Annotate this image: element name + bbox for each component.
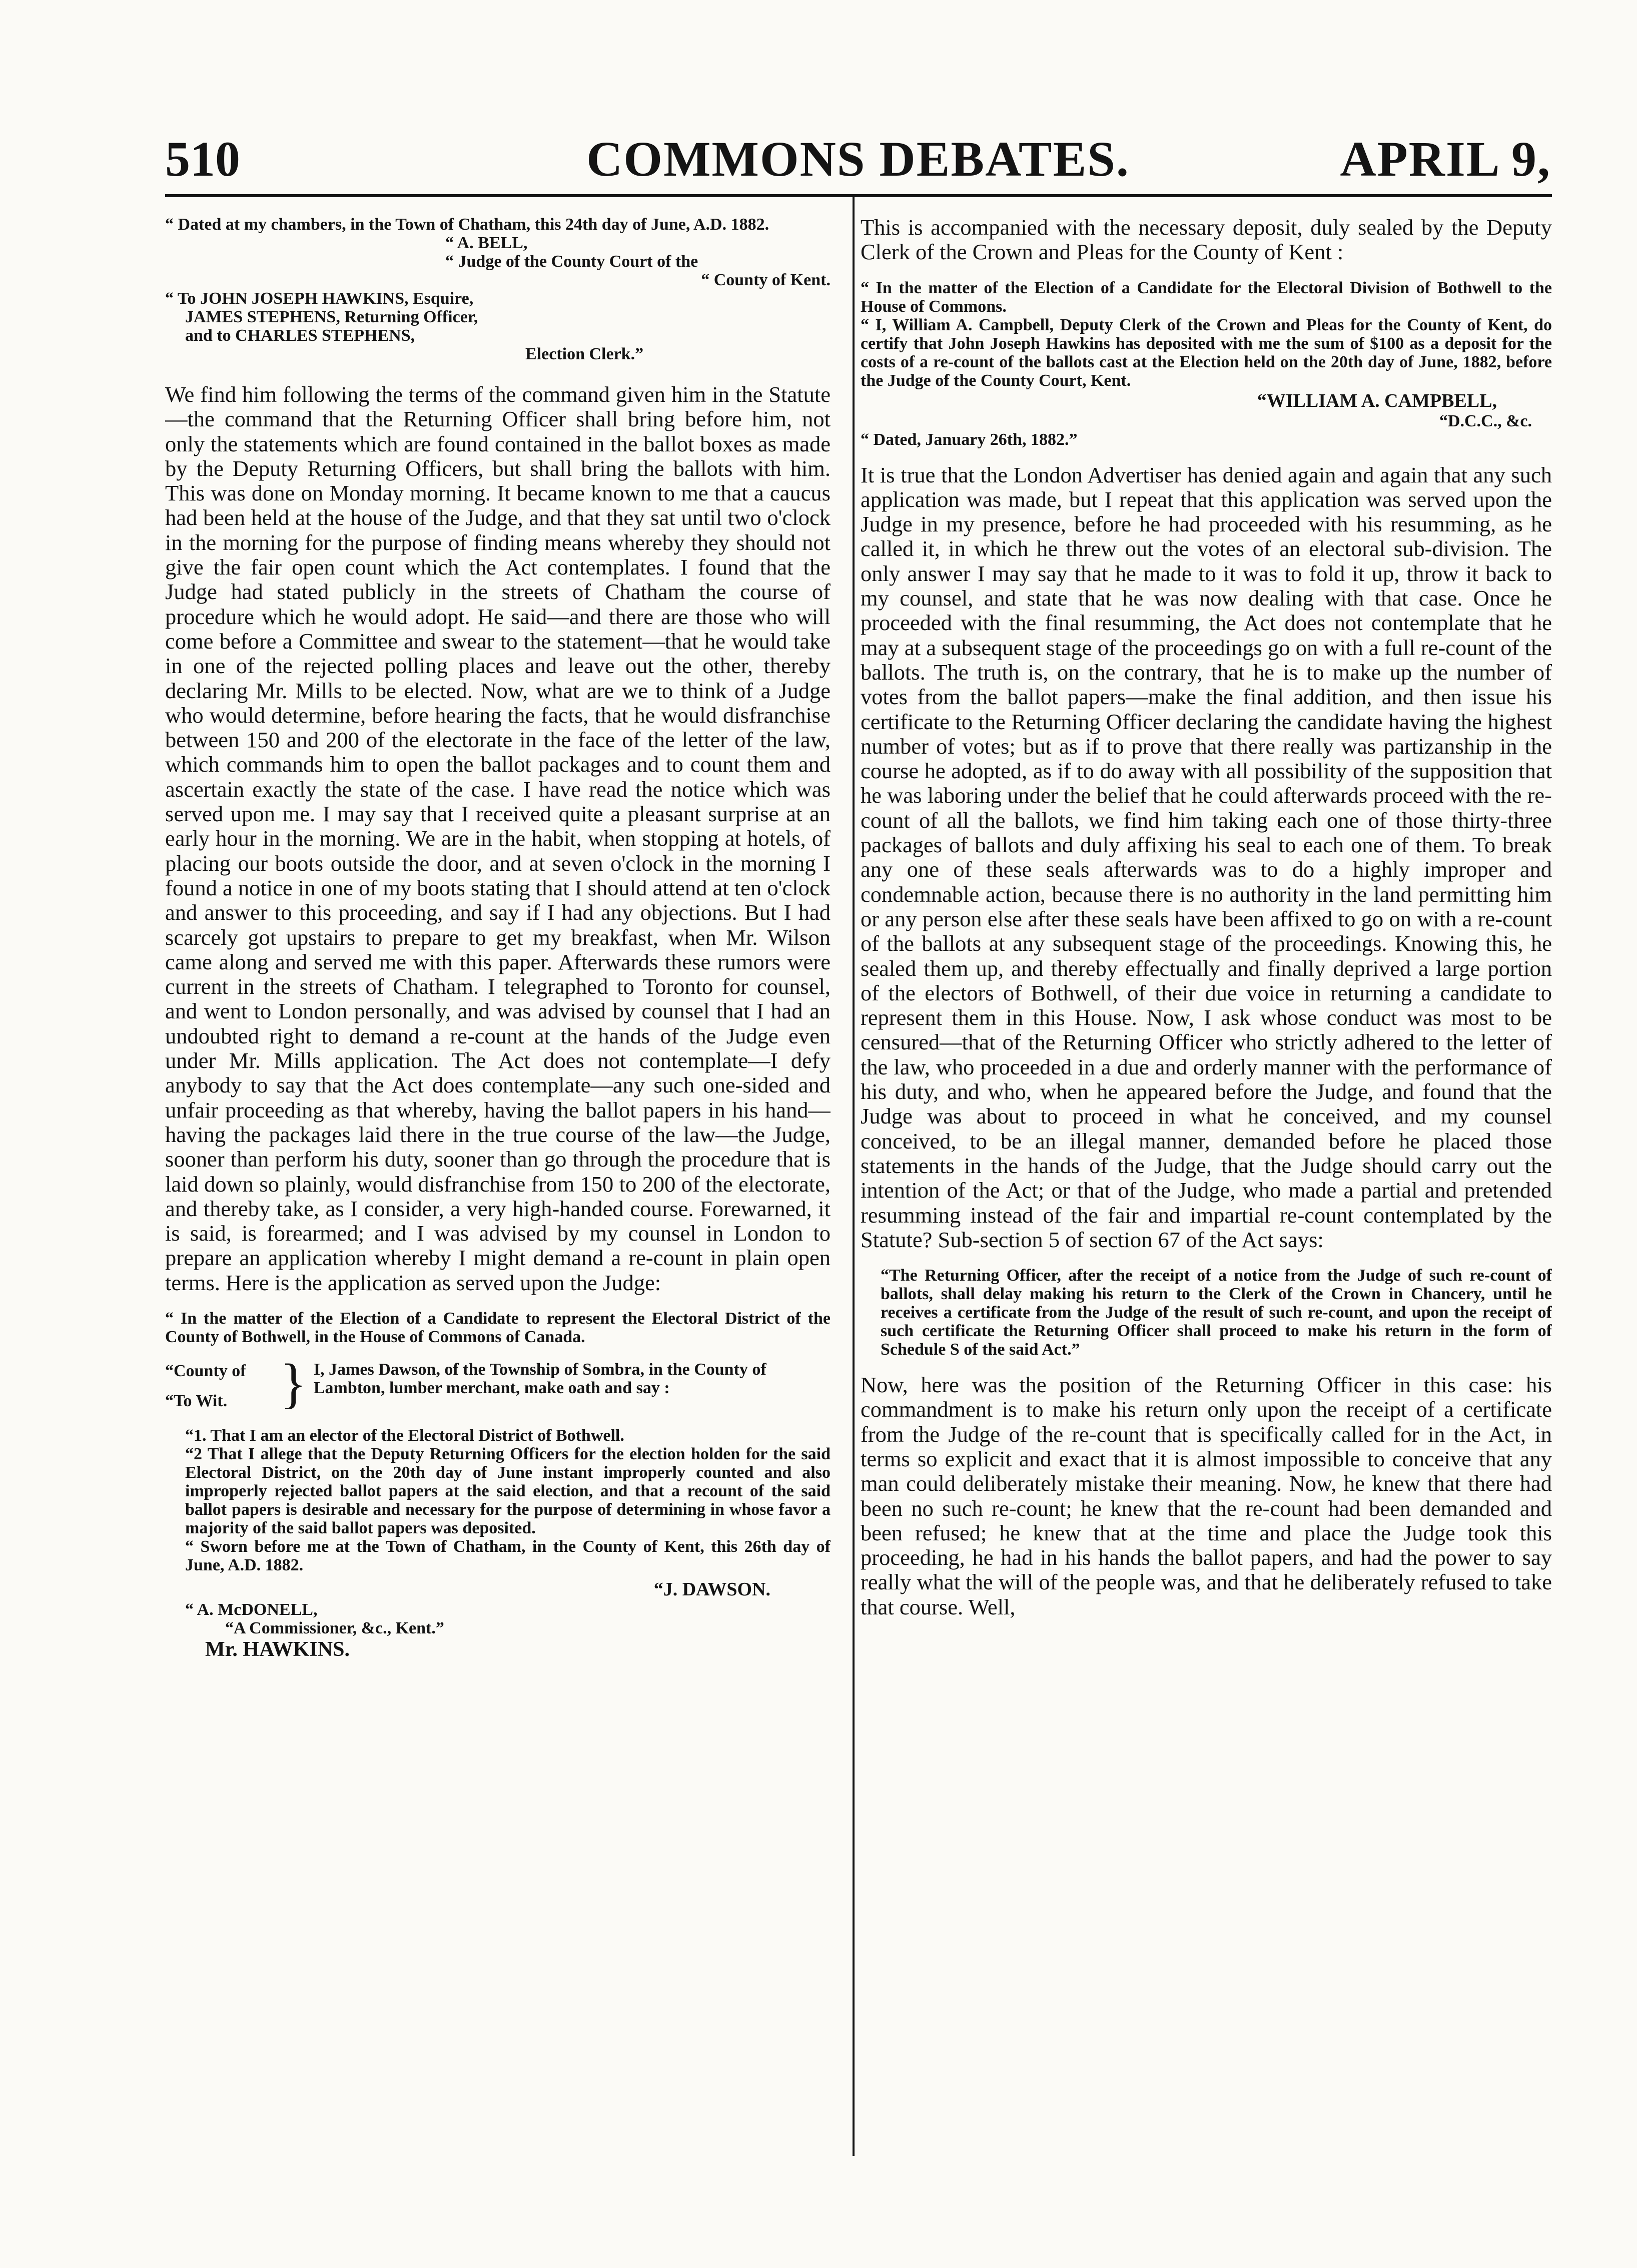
dated-chambers: “ Dated at my chambers, in the Town of Chatham, this 24th day of June, A.D. 1882. (165, 215, 769, 234)
position-paragraph: Now, here was the position of the Returning Officer in this case: his commandment is to make his return only upon the receipt of a certificate from the Judge of the re-count that is specifically called for in the Act, in terms so explicit and exact that it is almost impossible to conceive that any man could deliberately mistake their meaning. Now, he knew that there had been no such re-count; he knew that the re-count had been demanded and been refused; he knew that at the time and place the Judge took this proceeding, he had in his hands the ballot papers, and had the power to say really what the will of the people was, and that he deliberately refused to take that course. Well, (861, 1372, 1552, 1619)
addressee-stephens: JAMES STEPHENS, Returning Officer, (185, 308, 478, 326)
affidavit-item-1: “1. That I am an elector of the Electoral District of Bothwell. (185, 1426, 624, 1445)
addressee-charles: and to CHARLES STEPHENS, (185, 326, 415, 345)
sworn-statement: “ Sworn before me at the Town of Chatham, in the County of Kent, this 26th day of June, A.D. 1882. (185, 1537, 831, 1574)
statute-quote: “The Returning Officer, after the receipt of a notice from the Judge of such re-count of ballots, shall delay making his return to the Clerk of the Crown in Chancery, until he receives a certificate from the Judge of the result of such re-count, and upon the receipt of such certificate the Returning Officer shall proceed to make his return in the form of Schedule S of the said Act.” (881, 1266, 1552, 1359)
right-column (861, 215, 1552, 2167)
page-number: 510 (165, 131, 240, 187)
signature-judge: “ Judge of the County Court of the (445, 252, 698, 271)
campbell-certificate: “ I, William A. Campbell, Deputy Clerk of the Crown and Pleas for the County of Kent, do certify that John Joseph Hawkins has deposited with me the sum of $100 as a deposit for the costs of a re-count of the ballots cast at the Election held on the 20th day of June, 1882, before the Judge of the County Court, Kent. (861, 315, 1552, 390)
commissioner-line: “A Commissioner, &c., Kent.” (225, 1618, 444, 1637)
dated-january: “ Dated, January 26th, 1882.” (861, 430, 1078, 449)
header-date: APRIL 9, (1340, 131, 1551, 187)
signature-mcdonell: “ A. McDONELL, (185, 1600, 318, 1619)
signature-dcc: “D.C.C., &c. (1439, 411, 1532, 430)
speech-paragraph: We find him following the terms of the command given him in the Statute—the command that the Returning Officer shall bring before him, not only the statements which are found contained in the ballot boxes as made by the Deputy Returning Officers, but shall bring the ballots with him. This was done on Monday morning. It became known to me that a caucus had been held at the house of the Judge, and that they sat until two o'clock in the morning for the purpose of finding means whereby they should not give the fair open count which the Act contemplates. I found that the Judge had stated publicly in the streets of Chatham the course of procedure which he would adopt. He said—and there are those who will come before a Committee and swear to the statement—that he would take in one of the rejected polling places and leave out the other, thereby declaring Mr. Mills to be elected. Now, what are we to think of a Judge who would determine, before hearing the facts, that he would disfranchise between 150 and 200 of the electorate in the face of the letter of the law, which commands him to open the ballot packages and to count them and ascertain exactly the state of the case. I have read the notice which was served upon me. I may say that I received quite a pleasant surprise at an early hour in the morning. We are in the habit, when stopping at hotels, of placing our boots outside the door, and at seven o'clock in the morning I found a notice in one of my boots stating that I should attend at ten o'clock and answer to this proceeding, and say if I had any objections. But I had scarcely got upstairs to prepare to get my breakfast, when Mr. Wilson came along and served me with this paper. Afterwards these rumors were current in the streets of Chatham. I telegraphed to Toronto for counsel, and went to London personally, and was advised by counsel that I had an undoubted right to demand a re-count at the hands of the Judge even under Mr. Mills application. The Act does not contemplate—I defy anybody to say that the Act does contemplate—any such one-sided and unfair proceeding as that whereby, having the ballot papers in his hand—having the packages laid there in the true course of the law—the Judge, sooner than perform his duty, sooner than go through the procedure that is laid down so plainly, would disfranchise from 150 to 200 of the electorate, and thereby take, as I consider, a very high-handed course. Forewarned, it is said, is forearmed; and I was advised by my counsel in London to prepare an application whereby I might demand a re-count in plain open terms. Here is the application as served upon the Judge: (165, 382, 831, 1295)
signature-campbell: “WILLIAM A. CAMPBELL, (1257, 390, 1497, 411)
dawson-oath: I, James Dawson, of the Township of Sombra, in the County of Lambton, lumber merchant, make oath and say : (313, 1360, 766, 1397)
deposit-intro: This is accompanied with the necessary deposit, duly sealed by the Deputy Clerk of the Crown and Pleas for the County of Kent : (861, 215, 1552, 265)
election-matter: “ In the matter of the Election of a Candidate for the Electoral Division of Bothwell to the House of Commons. (861, 278, 1552, 316)
advertiser-paragraph: It is true that the London Advertiser has denied again and again that any such application was made, but I repeat that this application was served upon the Judge in my presence, before he had proceeded with his resumming, as he called it, in which he threw out the votes of an electoral sub-division. The only answer I may say that he made to it was to fold it up, throw it back to my counsel, and state that he was now dealing with that case. Once he proceeded with the final resumming, the Act does not contemplate that he may at a subsequent stage of the proceedings go on with a full re-count of the ballots. The truth is, on the contrary, that he is to make up the number of votes from the ballot papers—make the final addition, and then issue his certificate to the Returning Officer declaring the candidate having the highest number of votes; but as if to prove that there really was partizanship in the course he adopted, as if to do away with all possibility of the supposition that he was laboring under the belief that he could afterwards proceed with the re-count of all the ballots, we find him taking each one of those thirty-three packages of ballots and duly affixing his seal to each one of them. To break any one of these seals afterwards was to do a highly improper and condemnable action, because there is no authority in the land permitting him or any person else after these seals have been affixed to go on with a re-count of the ballots at any subsequent stage of the proceedings. Knowing this, he sealed them up, and thereby effectually and finally deprived a large portion of the electors of Bothwell, of their due voice in returning a candidate to represent them in this House. Now, I ask whose conduct was most to be censured—that of the Returning Officer who strictly adhered to the letter of the law, who proceeded in a due and orderly manner with the performance of his duty, and who, when he appeared before the Judge, and found that the Judge was about to proceed in what he conceived, and my counsel conceived, to be an illegal manner, demanded before he placed those statements in the hands of the Judge, that the Judge should carry out the intention of the Act; or that of the Judge, who made a partial and pretended resumming instead of the fair and impartial re-count contemplated by the Statute? Sub-section 5 of section 67 of the Act says: (861, 462, 1552, 1252)
column-divider (853, 197, 855, 2156)
application-heading: “ In the matter of the Election of a Candidate to represent the Electoral District of the County of Bothwell, in the House of Commons of Canada. (165, 1309, 831, 1346)
left-column (165, 215, 831, 2167)
to-wit-label: “To Wit. (165, 1391, 228, 1410)
signature-bell: “ A. BELL, (445, 234, 528, 252)
page-header (165, 125, 1551, 195)
county-block (165, 1352, 831, 1414)
county-of-label: “County of (165, 1361, 246, 1380)
brace-glyph: } (280, 1352, 307, 1414)
speaker-hawkins: Mr. HAWKINS. (205, 1637, 350, 1661)
header-rule (165, 194, 1552, 197)
addressee-clerk: Election Clerk.” (525, 345, 644, 363)
affidavit-item-2: “2 That I allege that the Deputy Returning Officers for the election holden for the said Electoral District, on the 20th day of June instant improperly counted and also improperly rejected ballot papers at the said election, and that a recount of the said ballot papers is desirable and necessary for the purpose of determining in whose favor a majority of the said ballot papers was deposited. (185, 1444, 831, 1537)
signature-county: “ County of Kent. (701, 271, 831, 289)
addressee-hawkins: “ To JOHN JOSEPH HAWKINS, Esquire, (165, 289, 474, 308)
running-title: COMMONS DEBATES. (586, 131, 1130, 187)
signature-dawson: “J. DAWSON. (653, 1578, 770, 1600)
